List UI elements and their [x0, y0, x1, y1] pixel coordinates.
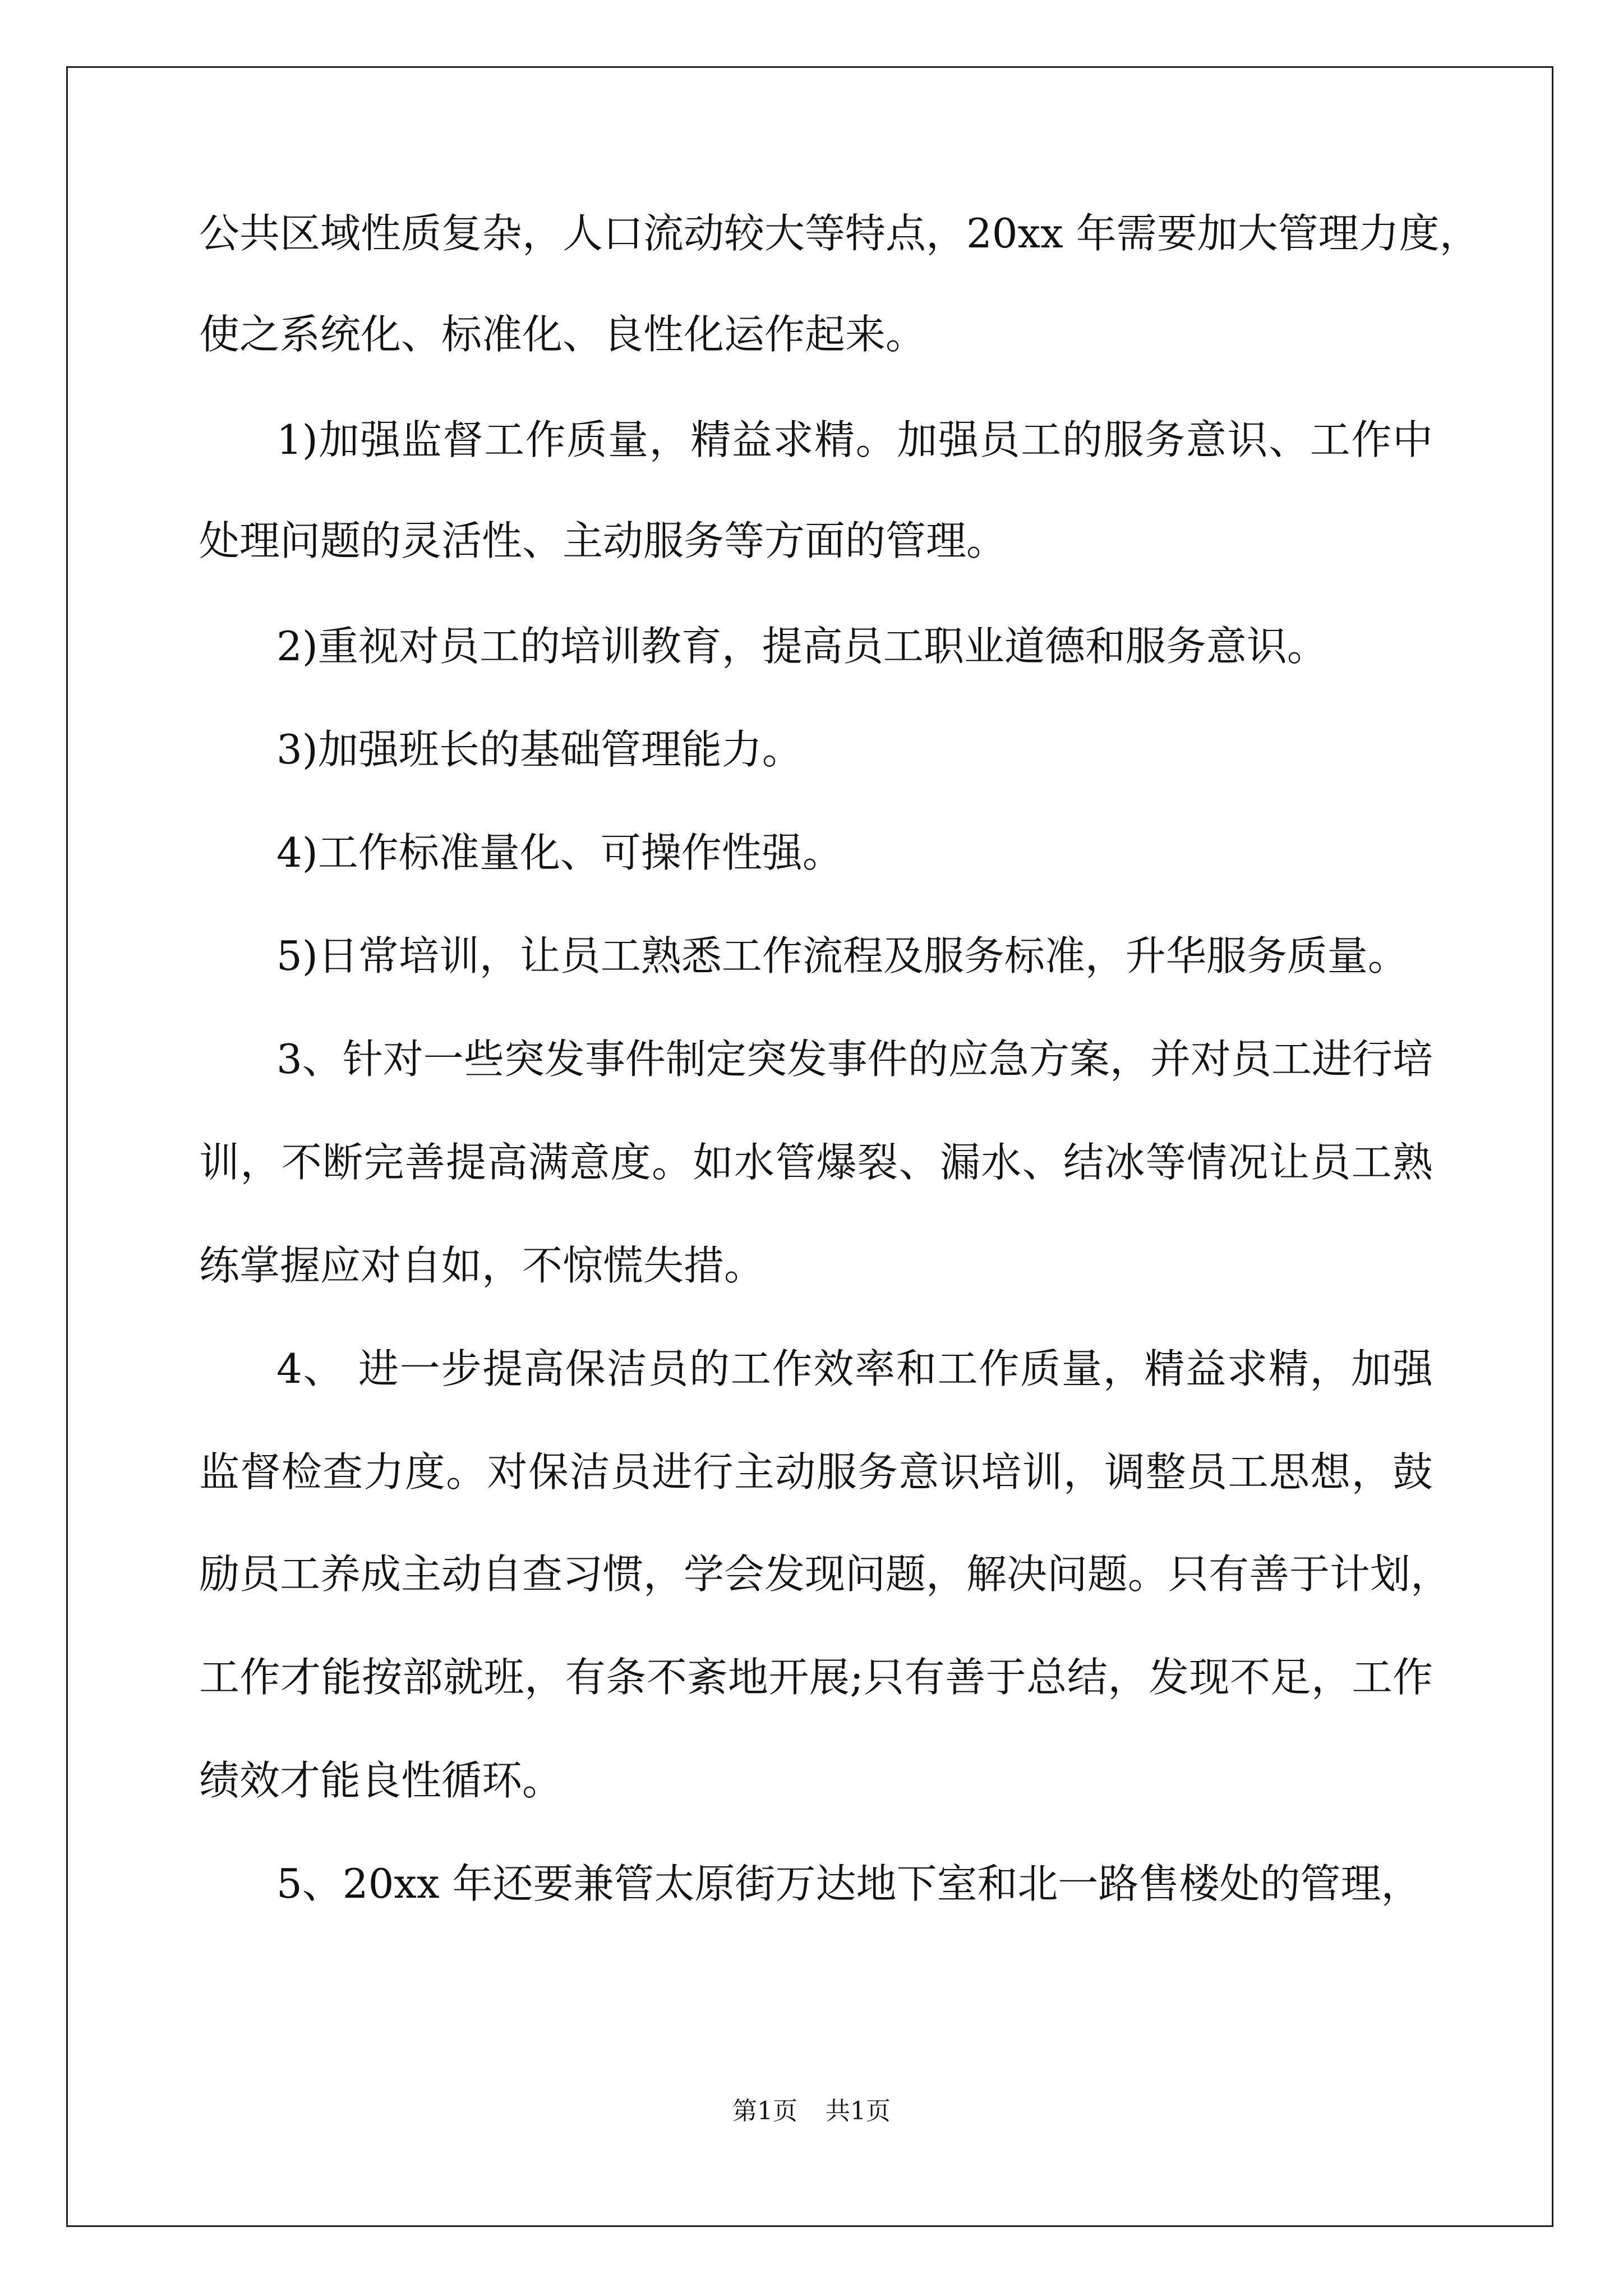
text-line: 训，不断完善提高满意度。如水管爆裂、漏水、结冰等情况让员工熟: [199, 1139, 1433, 1186]
text-line: 绩效才能良性循环。: [199, 1757, 563, 1804]
text-line: 4)工作标准量化、可操作性强。: [276, 829, 843, 876]
page-number: 第1页: [732, 2097, 797, 2125]
text-line: 励员工养成主动自查习惯，学会发现问题，解决问题。只有善于计划，: [199, 1550, 1451, 1598]
text-line: 监督检查力度。对保洁员进行主动服务意识培训，调整员工思想，鼓: [199, 1448, 1433, 1496]
text-line: 4、 进一步提高保洁员的工作效率和工作质量，精益求精，加强: [276, 1345, 1433, 1392]
page-footer: [0, 2095, 1623, 2128]
text-line: 练掌握应对自如，不惊慌失措。: [199, 1242, 765, 1289]
text-line: 5、20xx 年还要兼管太原街万达地下室和北一路售楼处的管理，: [276, 1860, 1422, 1907]
text-line: 2)重视对员工的培训教育，提高员工职业道德和服务意识。: [276, 623, 1327, 670]
text-line: 处理问题的灵活性、主动服务等方面的管理。: [199, 517, 1007, 564]
text-line: 工作才能按部就班，有条不紊地开展;只有善于总结，发现不足，工作: [199, 1654, 1433, 1701]
text-line: 公共区域性质复杂，人口流动较大等特点，20xx 年需要加大管理力度，: [199, 210, 1480, 257]
text-line: 5)日常培训，让员工熟悉工作流程及服务标准，升华服务质量。: [276, 932, 1408, 979]
page-total: 共1页: [826, 2097, 891, 2125]
text-line: 3、针对一些突发事件制定突发事件的应急方案，并对员工进行培: [276, 1036, 1433, 1083]
text-line: 3)加强班长的基础管理能力。: [276, 726, 803, 773]
text-line: 使之系统化、标准化、良性化运作起来。: [199, 311, 926, 358]
text-line: 1)加强监督工作质量，精益求精。加强员工的服务意识、工作中: [276, 416, 1433, 463]
